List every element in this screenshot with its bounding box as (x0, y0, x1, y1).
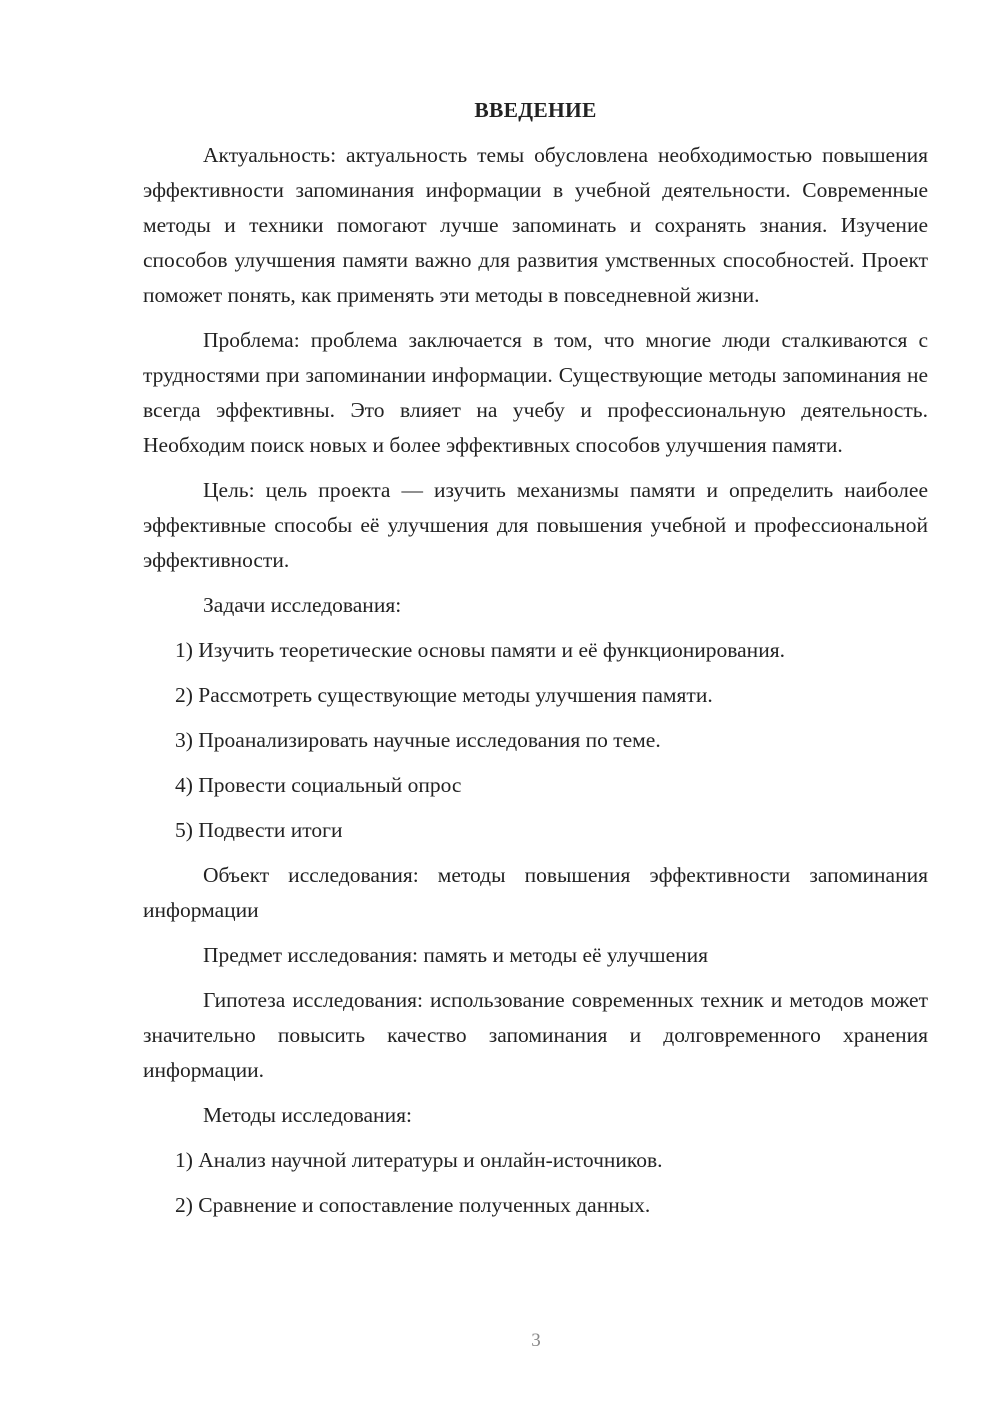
tasks-heading: Задачи исследования: (203, 593, 402, 617)
page-content (143, 93, 928, 1233)
section-title: ВВЕДЕНИЕ (474, 98, 597, 122)
object-paragraph: Объект исследования: методы повышения эффективности запоминания информации (143, 863, 928, 922)
page-number: 3 (531, 1330, 541, 1351)
subject-paragraph: Предмет исследования: память и методы её улучшения (203, 943, 709, 967)
method-item-1: 1) Анализ научной литературы и онлайн-источников. (175, 1148, 663, 1172)
task-item-4: 4) Провести социальный опрос (175, 773, 462, 797)
hypothesis-paragraph: Гипотеза исследования: использование современных техник и методов может значительно повысить качество запоминания и долговременного хранения информации. (143, 988, 928, 1082)
task-item-1: 1) Изучить теоретические основы памяти и её функционирования. (175, 638, 785, 662)
method-item-2: 2) Сравнение и сопоставление полученных данных. (175, 1193, 651, 1217)
goal-paragraph: Цель: цель проекта — изучить механизмы памяти и определить наиболее эффективные способы её улучшения для повышения учебной и профессиональной эффективности. (143, 478, 928, 572)
relevance-paragraph: Актуальность: актуальность темы обусловлена необходимостью повышения эффективности запоминания информации в учебной деятельности. Современные методы и техники помогают лучше запоминать и сохранять знания. Изучение способов улучшения памяти важно для развития умственных способностей. Проект поможет понять, как применять эти методы в повседневной жизни. (143, 143, 928, 307)
task-item-5: 5) Подвести итоги (175, 818, 343, 842)
problem-paragraph: Проблема: проблема заключается в том, что многие люди сталкиваются с трудностями при запоминании информации. Существующие методы запоминания не всегда эффективны. Это влияет на учебу и профессиональную деятельность. Необходим поиск новых и более эффективных способов улучшения памяти. (143, 328, 928, 457)
methods-heading: Методы исследования: (203, 1103, 412, 1127)
task-item-3: 3) Проанализировать научные исследования по теме. (175, 728, 661, 752)
task-item-2: 2) Рассмотреть существующие методы улучшения памяти. (175, 683, 713, 707)
